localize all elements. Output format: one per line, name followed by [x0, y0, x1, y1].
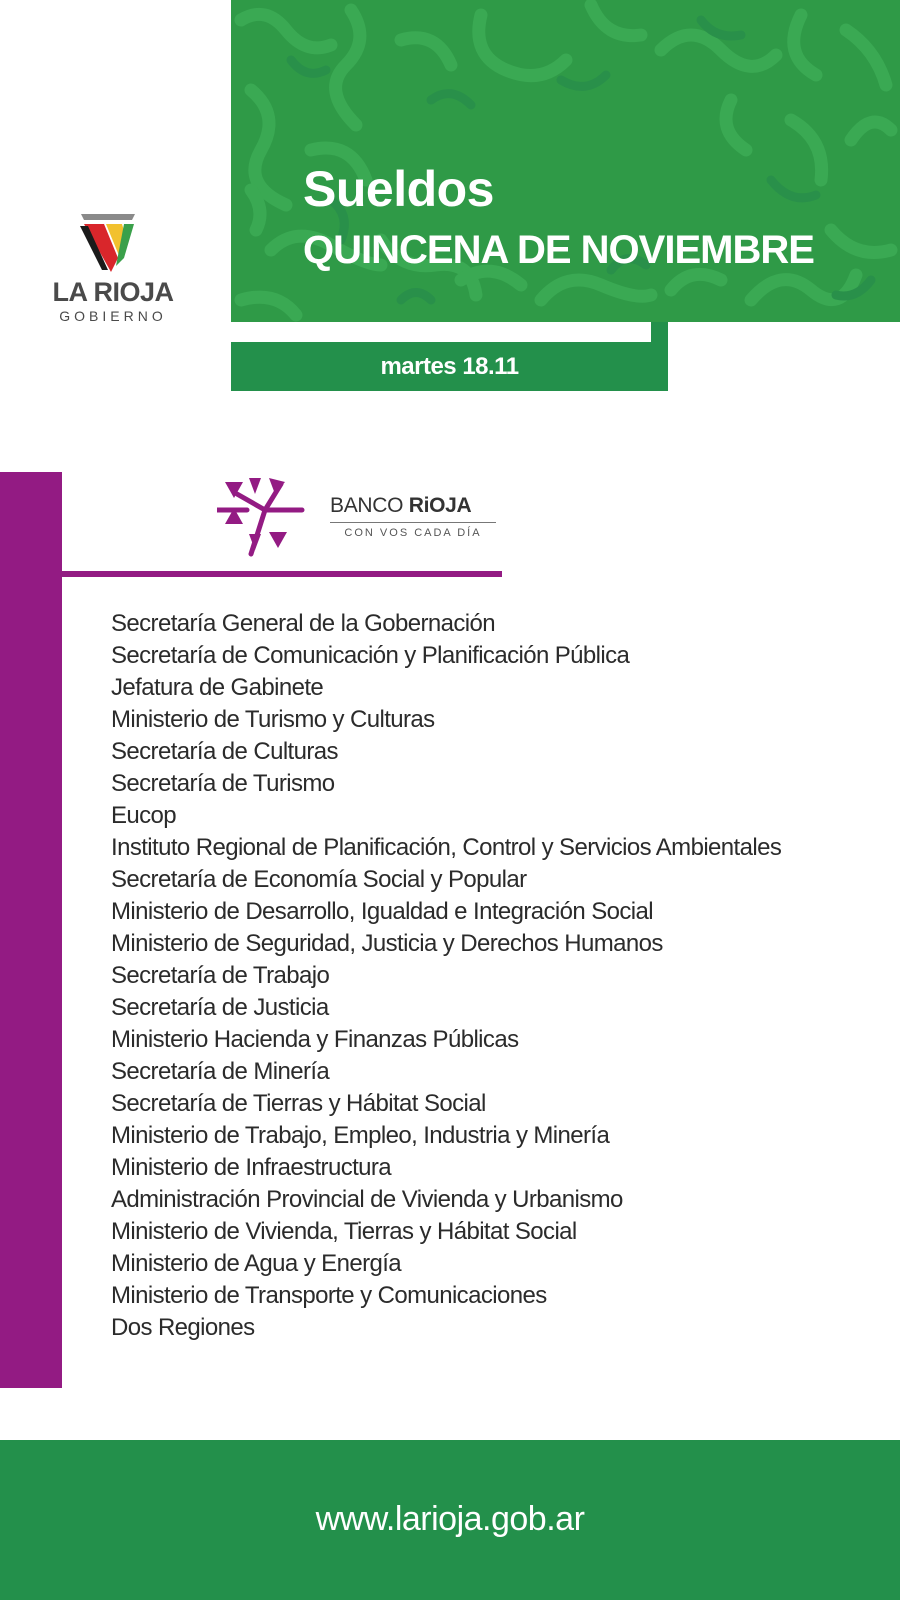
- list-item: Ministerio de Turismo y Culturas: [111, 706, 435, 733]
- list-item: Secretaría de Minería: [111, 1058, 330, 1085]
- date-label: martes 18.11: [380, 352, 519, 380]
- list-item: Eucop: [111, 802, 177, 829]
- page-title: Sueldos: [303, 161, 494, 217]
- list-item: Ministerio de Agua y Energía: [111, 1250, 402, 1277]
- list-item: Ministerio de Trabajo, Empleo, Industria y Minería: [111, 1122, 610, 1149]
- purple-sidebar: [0, 472, 62, 1388]
- list-item: Secretaría de Tierras y Hábitat Social: [111, 1090, 486, 1117]
- purple-divider: [62, 571, 502, 577]
- date-bar-step: [651, 322, 668, 342]
- list-item: Ministerio de Seguridad, Justicia y Derechos Humanos: [111, 930, 663, 957]
- list-item: Secretaría de Comunicación y Planificación Pública: [111, 642, 630, 669]
- list-item: Secretaría de Justicia: [111, 994, 329, 1021]
- list-item: Ministerio de Transporte y Comunicaciones: [111, 1282, 547, 1309]
- la-rioja-logo: [38, 205, 188, 330]
- list-item: Administración Provincial de Vivienda y Urbanismo: [111, 1186, 623, 1213]
- bank-rule: [330, 522, 496, 523]
- list-item: Ministerio de Infraestructura: [111, 1154, 392, 1181]
- list-item: Secretaría General de la Gobernación: [111, 610, 495, 637]
- brand-name: LA RIOJA: [52, 277, 174, 307]
- footer-bar: [0, 1440, 900, 1600]
- list-item: Secretaría de Trabajo: [111, 962, 330, 989]
- entity-list: [111, 608, 781, 1344]
- bank-name: BANCO RiOJA: [330, 494, 472, 517]
- banco-rioja-logo-icon: [217, 472, 307, 562]
- brand-subtitle: GOBIERNO: [59, 308, 167, 324]
- list-item: Ministerio Hacienda y Finanzas Públicas: [111, 1026, 519, 1053]
- list-item: Secretaría de Turismo: [111, 770, 335, 797]
- website-link[interactable]: www.larioja.gob.ar: [315, 1499, 585, 1538]
- bank-slogan: CON VOS CADA DÍA: [344, 527, 482, 539]
- list-item: Ministerio de Vivienda, Tierras y Hábitat Social: [111, 1218, 577, 1245]
- list-item: Dos Regiones: [111, 1314, 255, 1341]
- list-item: Jefatura de Gabinete: [111, 674, 324, 701]
- date-bar: [231, 342, 668, 391]
- list-item: Secretaría de Culturas: [111, 738, 338, 765]
- list-item: Instituto Regional de Planificación, Control y Servicios Ambientales: [111, 834, 782, 861]
- la-rioja-emblem-icon: [78, 210, 138, 275]
- list-item: Ministerio de Desarrollo, Igualdad e Integración Social: [111, 898, 653, 925]
- page-subtitle: QUINCENA DE NOVIEMBRE: [303, 228, 814, 272]
- list-item: Secretaría de Economía Social y Popular: [111, 866, 527, 893]
